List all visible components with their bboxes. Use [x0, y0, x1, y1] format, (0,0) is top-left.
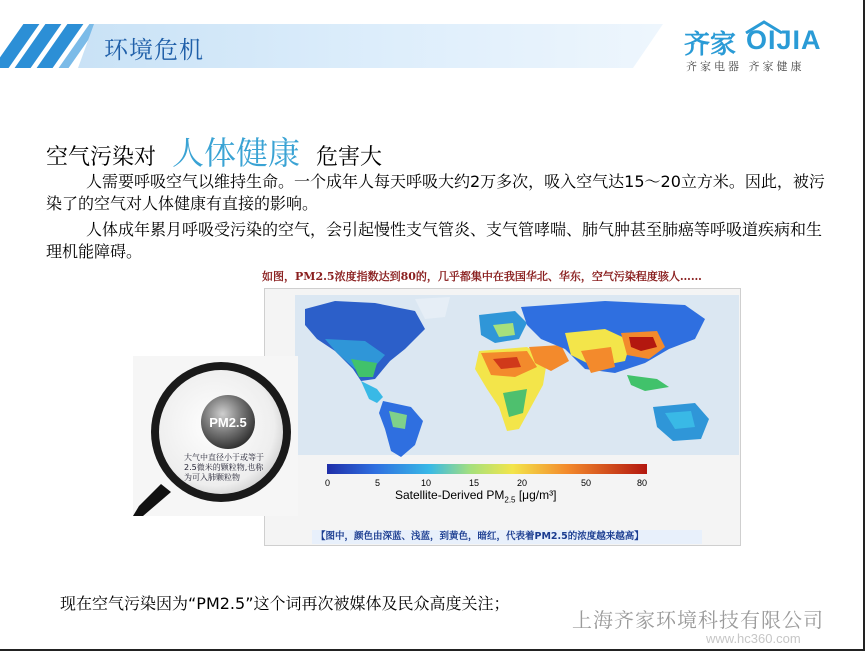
- pm25-map-figure: [264, 288, 741, 546]
- heading-suffix: 危害大: [316, 145, 383, 170]
- company-logo: [684, 20, 859, 72]
- scale-tick: 80: [637, 478, 648, 488]
- world-pm25-map: [265, 289, 742, 547]
- heading-emphasis: 人体健康: [172, 134, 301, 172]
- watermark: www.hc360.com: [706, 631, 801, 646]
- color-scale-ticks: [325, 478, 647, 488]
- section-heading: [46, 128, 382, 174]
- scale-tick: 10: [421, 478, 432, 488]
- scale-tick: 20: [517, 478, 528, 488]
- scale-tick: 15: [469, 478, 480, 488]
- paragraph-breathing: 人需要呼吸空气以维持生命。一个成年人每天呼吸大约2万多次，吸入空气达15～20立方米。因此，被污染了的空气对人体健康有直接的影响。: [46, 172, 825, 213]
- legend-unit: [μg/m³]: [518, 488, 557, 502]
- company-name: 上海齐家环境科技有限公司: [572, 608, 824, 632]
- bottom-statement: 现在空气污染因为“PM2.5”这个词再次被媒体及民众高度关注；: [60, 594, 510, 613]
- logo-brand-en: OIJIA: [746, 25, 822, 55]
- scale-tick: 5: [375, 478, 381, 488]
- heading-prefix: 空气污染对: [46, 145, 157, 170]
- legend-title-text: Satellite-Derived PM: [395, 488, 505, 502]
- logo-tagline: 齐家电器 齐家健康: [686, 60, 805, 73]
- legend-title-subscript: 2.5: [504, 495, 516, 505]
- logo-brand-cn: 齐家: [684, 30, 737, 60]
- magnifier-description: 大气中直径小于或等于2.5微米的颗粒物,也称为可入肺颗粒物: [184, 453, 264, 482]
- particle-label: PM2.5: [209, 415, 247, 430]
- color-scale-bar: [327, 464, 647, 474]
- scale-tick: 50: [581, 478, 592, 488]
- slide-title: 环境危机: [104, 36, 204, 64]
- legend-title: [395, 488, 556, 504]
- figure-note: 【图中，颜色由深蓝、浅蓝，到黄色，暗红，代表着PM2.5的浓度越来越高】: [312, 530, 702, 544]
- figure-caption: 如图，PM2.5浓度指数达到80的，几乎都集中在我国华北、华东，空气污染程度骇人……: [262, 270, 702, 283]
- paragraph-disease: 人体成年累月呼吸受污染的空气，会引起慢性支气管炎、支气管哮喘、肺气肿甚至肺癌等呼吸道疾病和生理机能障碍。: [46, 220, 823, 261]
- scale-tick: 0: [325, 478, 331, 488]
- magnifier-icon: [133, 356, 298, 516]
